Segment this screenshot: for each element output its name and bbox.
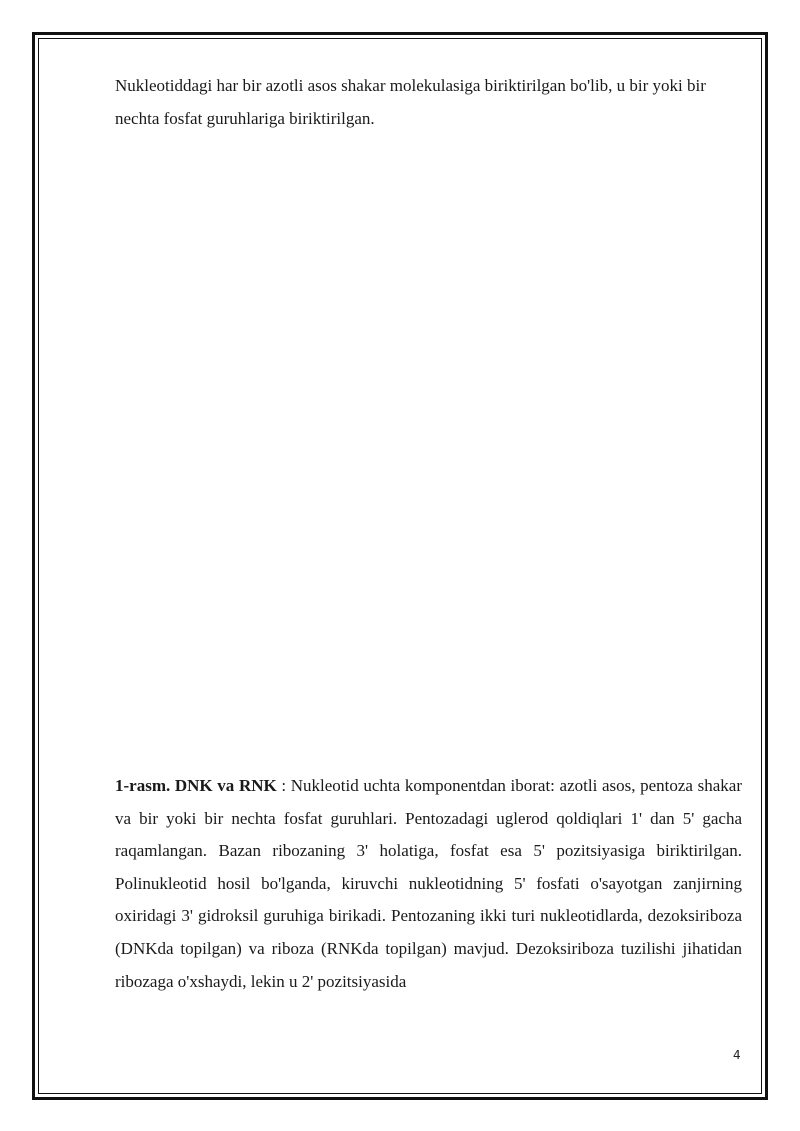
figure-caption — [115, 770, 742, 998]
page-number: 4 — [733, 1048, 741, 1062]
intro-paragraph: Nukleotiddagi har bir azotli asos shakar molekulasiga biriktirilgan bo'lib, u bir yoki bir nechta fosfat guruhlariga biriktirilgan. — [115, 76, 706, 128]
figure-placeholder — [115, 150, 742, 760]
figure-caption-body: : Nukleotid uchta komponentdan iborat: azotli asos, pentoza shakar va bir yoki bir nechta fosfat guruhlari. Pentozadagi uglerod qoldiqlari 1' dan 5' gacha raqamlangan. Bazan ribozaning 3' holatiga, fosfat esa 5' pozitsiyasiga biriktirilgan. Polinukleotid hosil bo'lganda, kiruvchi nukleotidning 5' fosfati o'sayotgan zanjirning oxiridagi 3' gidroksil guruhiga birikadi. Pentozaning ikki turi nukleotidlarda, dezoksiriboza (DNKda topilgan) va riboza (RNKda topilgan) mavjud. Dezoksiriboza tuzilishi jihatidan ribozaga o'xshaydi, lekin u 2' pozitsiyasida — [115, 776, 742, 991]
figure-caption-title: 1-rasm. DNK va RNK — [115, 776, 277, 795]
